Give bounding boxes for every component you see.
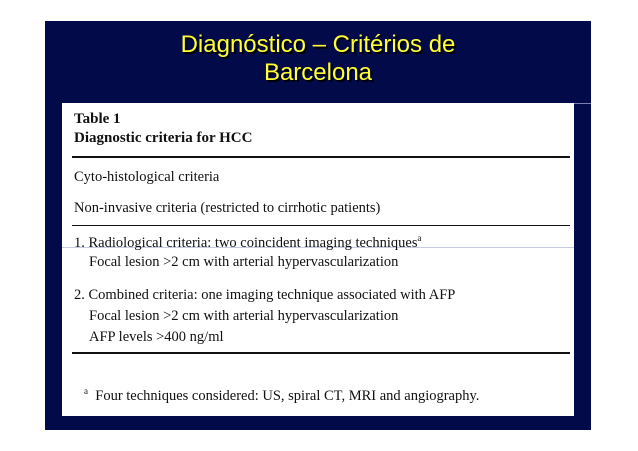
table-label: Table 1 bbox=[74, 111, 121, 127]
title-line-1: Diagnóstico – Critérios de bbox=[180, 31, 456, 58]
table-row: AFP levels >400 ng/ml bbox=[89, 329, 224, 345]
table-row: Non-invasive criteria (restricted to cirrhotic patients) bbox=[74, 200, 381, 216]
table-row: 2. Combined criteria: one imaging technique associated with AFP bbox=[74, 287, 456, 303]
table-mid-rule bbox=[72, 225, 570, 226]
table-caption: Diagnostic criteria for HCC bbox=[74, 130, 253, 146]
table-bottom-rule bbox=[72, 352, 570, 354]
table-row: 1. Radiological criteria: two coincident imaging techniques$^a$ bbox=[74, 233, 422, 251]
table-row: Cyto-histological criteria bbox=[74, 169, 220, 185]
title-line-2: Barcelona bbox=[263, 59, 373, 86]
table-row: Focal lesion >2 cm with arterial hypervascularization bbox=[89, 254, 399, 270]
table-footnote: $^a$ Four techniques considered: US, spiral CT, MRI and angiography. bbox=[84, 386, 480, 404]
criteria-table bbox=[62, 103, 574, 416]
table-row: Focal lesion >2 cm with arterial hypervascularization bbox=[89, 308, 399, 324]
slide-title bbox=[45, 31, 591, 87]
slide bbox=[45, 21, 591, 430]
table-top-rule bbox=[72, 156, 570, 158]
